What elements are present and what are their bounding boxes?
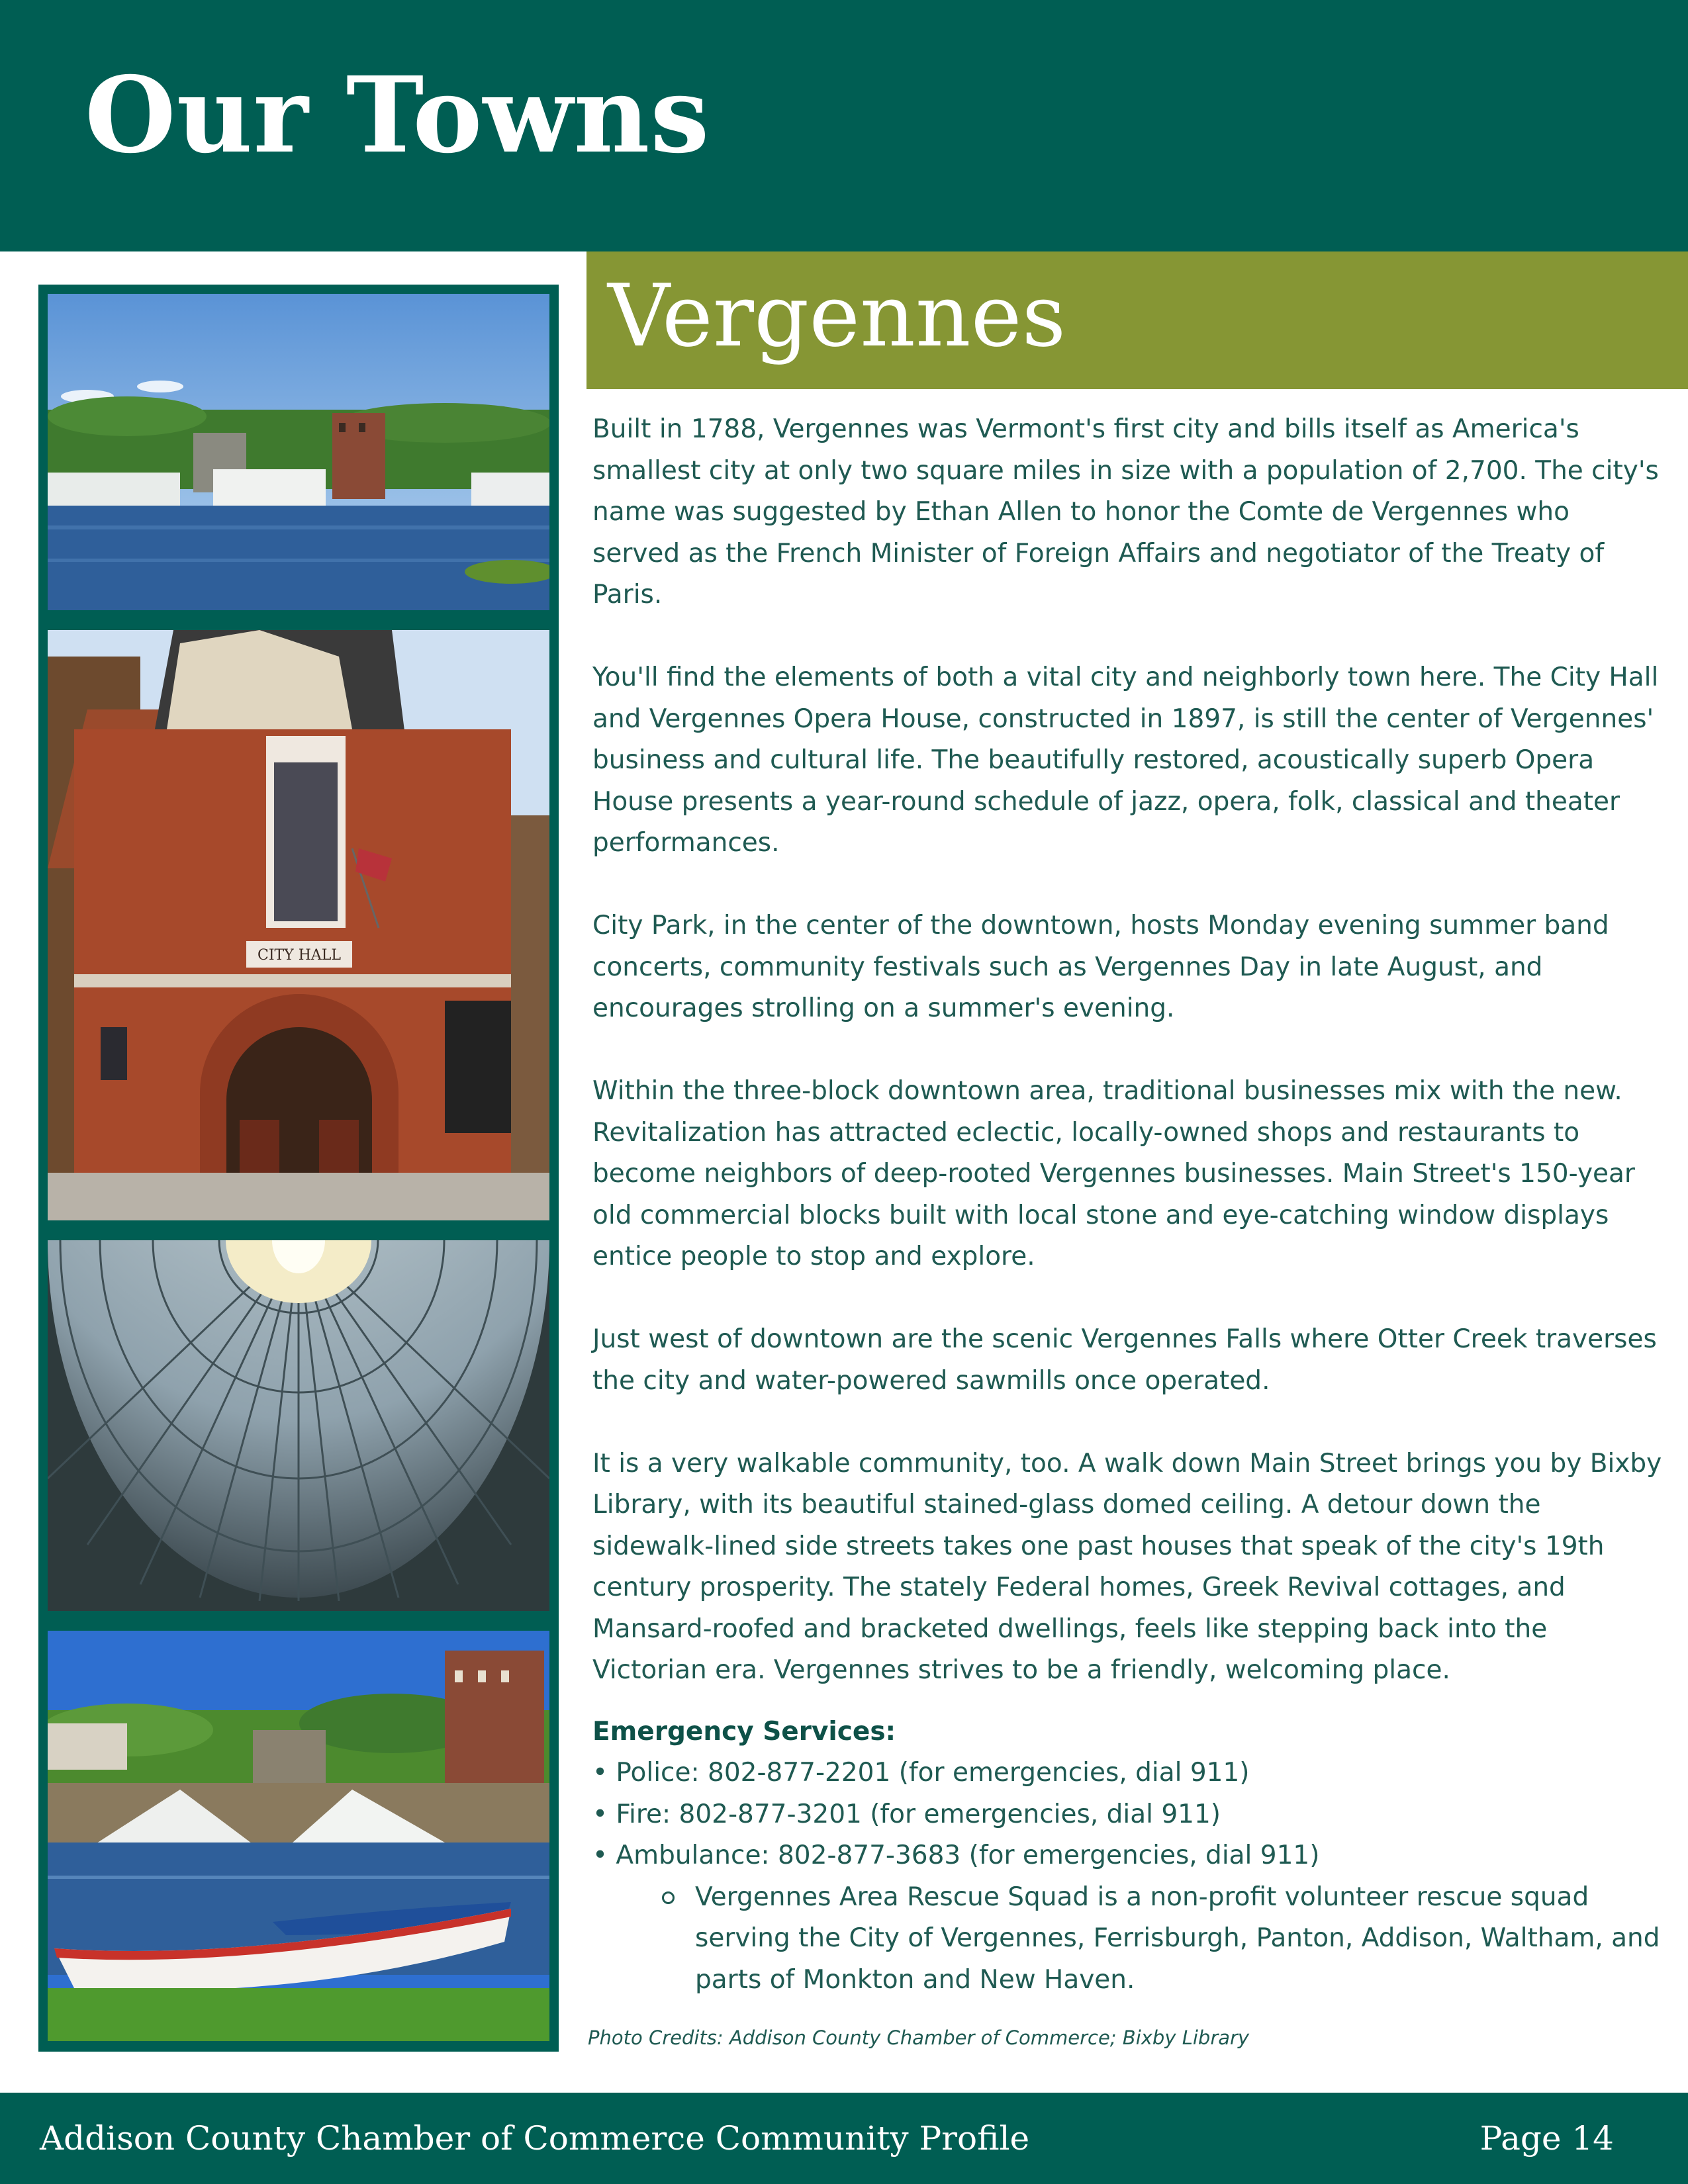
paragraph: Just west of downtown are the scenic Vergennes Falls where Otter Creek traverses the city and water-powered sawmills once operated. — [592, 1324, 1657, 1396]
page-footer — [0, 2093, 1688, 2184]
page-number: Page 14 — [1479, 2119, 1614, 2158]
page-header — [0, 0, 1688, 251]
photo-credits: Photo Credits: Addison County Chamber of Commerce; Bixby Library — [588, 2026, 1250, 2049]
rescue-squad-text: Vergennes Area Rescue Squad is a non-profit volunteer rescue squad serving the City of Vergennes, Ferrisburgh, Panton, Addison, Waltham, and parts of Monkton and New Haven. — [695, 1882, 1660, 1995]
list-item: • Fire: 802-877-3201 (for emergencies, dial 911) — [592, 1799, 1221, 1829]
page-title: Our Towns — [85, 54, 710, 177]
paragraph: Built in 1788, Vergennes was Vermont's first city and bills itself as America's smallest city at only two square miles in size with a population of 2,700. The city's name was suggested by Ethan Allen to honor the Comte de Vergennes who served as the French Minister of Foreign Affairs and negotiator of the Treaty of Paris. — [592, 414, 1659, 610]
circle-bullet-icon — [662, 1877, 695, 1886]
paragraph: City Park, in the center of the downtown, hosts Monday evening summer band concerts, community festivals such as Vergennes Day in late August, and encourages strolling on a summer's evening. — [592, 911, 1609, 1023]
footer-publication-title: Addison County Chamber of Commerce Community Profile — [40, 2119, 1030, 2158]
list-item: • Ambulance: 802-877-3683 (for emergencies, dial 911) — [592, 1841, 1320, 1870]
list-item: • Police: 802-877-2201 (for emergencies, dial 911) — [592, 1758, 1250, 1788]
photo-column — [38, 285, 559, 2052]
town-description — [592, 409, 1665, 2001]
city-hall-photo — [48, 630, 549, 1220]
paragraph: Within the three-block downtown area, traditional businesses mix with the new. Revitalization has attracted eclectic, locally-owned shops and restaurants to become neighbors of deep-rooted Vergennes businesses. Main Street's 150-year old commercial blocks built with local stone and eye-catching window displays entice people to stop and explore. — [592, 1076, 1635, 1271]
emergency-services-list — [592, 1752, 1665, 1877]
dome-photo — [48, 1240, 549, 1611]
town-name: Vergennes — [608, 265, 1066, 366]
boats-photo — [48, 1631, 549, 2041]
town-banner — [586, 251, 1688, 389]
paragraph: You'll find the elements of both a vital city and neighborly town here. The City Hall and Vergennes Opera House, constructed in 1897, is still the center of Vergennes' business and cultural life. The beautifully restored, acoustically superb Opera House presents a year-round schedule of jazz, opera, folk, classical and theater performances. — [592, 662, 1659, 858]
falls-photo — [48, 294, 549, 610]
emergency-services-heading: Emergency Services: — [592, 1716, 896, 1747]
paragraph: It is a very walkable community, too. A walk down Main Street brings you by Bixby Library, with its beautiful stained-glass domed ceiling. A detour down the sidewalk-lined side streets takes one past houses that speak of the city's 19th century prosperity. The stately Federal homes, Greek Revival cottages, and Mansard-roofed and bracketed dwellings, feels like stepping back into the Victorian era. Vergennes strives to be a friendly, welcoming place. — [592, 1448, 1662, 1685]
rescue-squad-note — [662, 1877, 1665, 2001]
city-hall-sign: CITY HALL — [257, 947, 342, 964]
